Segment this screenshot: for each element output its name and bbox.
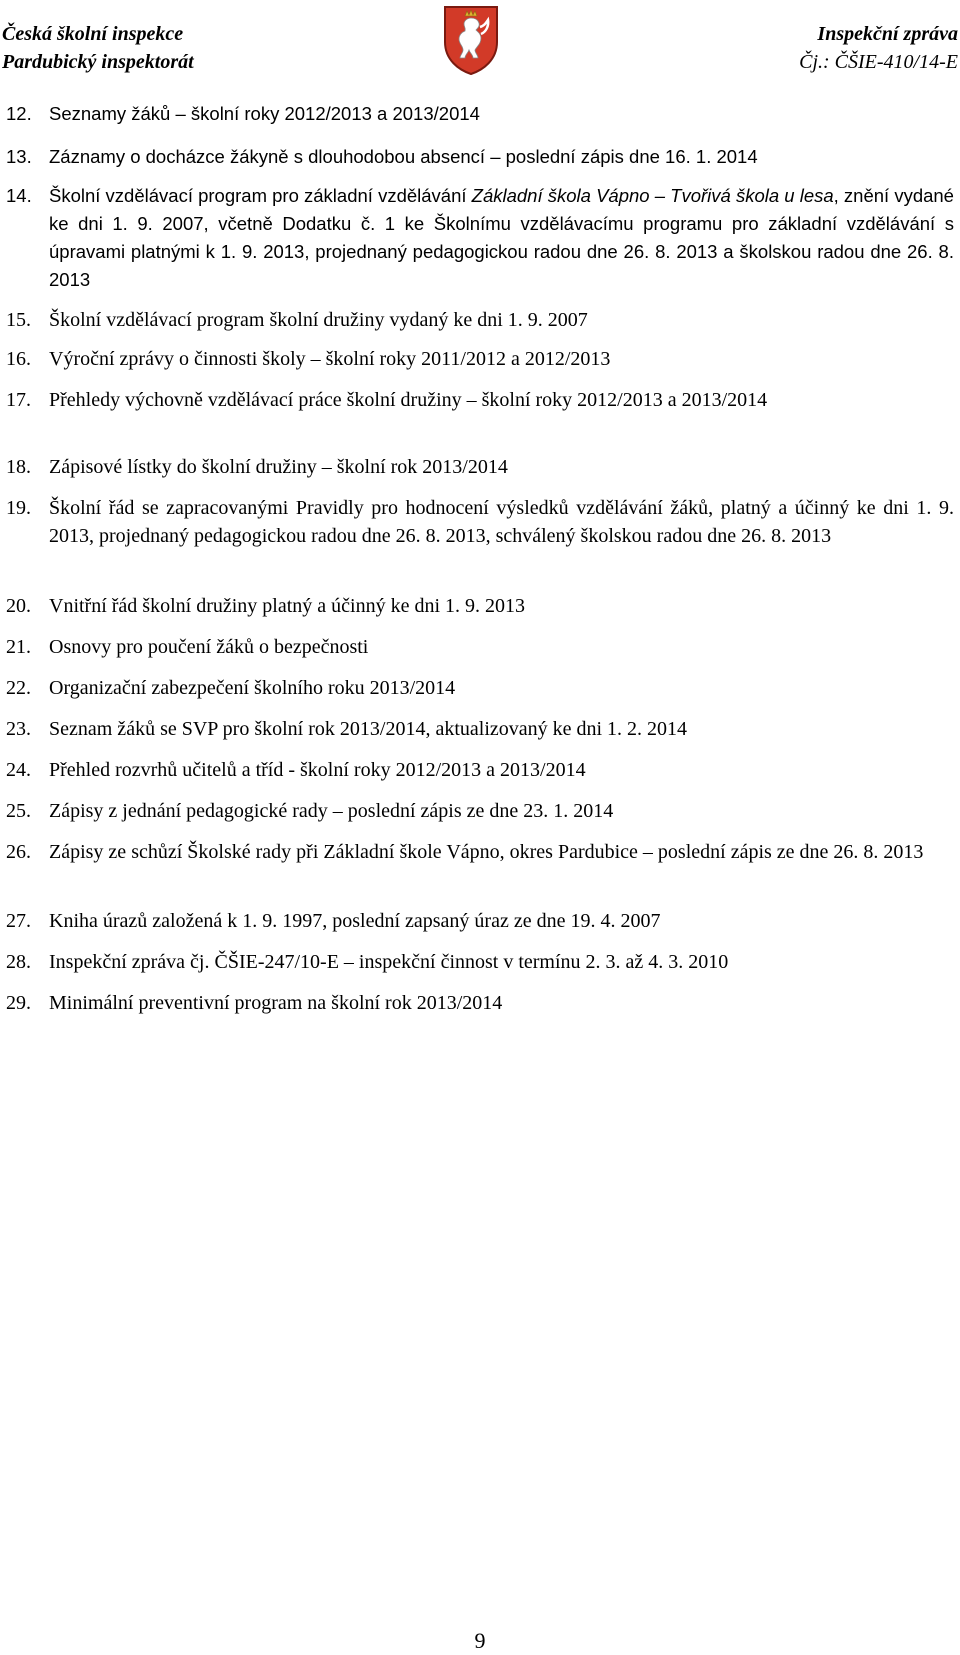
list-item [6, 797, 954, 825]
item-number: 17. [6, 389, 31, 411]
list-item [6, 838, 954, 866]
item-text: Inspekční zpráva čj. ČŠIE-247/10-E – inspekční činnost v termínu 2. 3. až 4. 3. 2010 [49, 951, 729, 973]
header-inspectorate: Pardubický inspektorát [2, 51, 194, 73]
item-number: 14. [6, 185, 32, 206]
item-number: 16. [6, 348, 31, 370]
item-text: Zápisové lístky do školní družiny – školní rok 2013/2014 [49, 456, 508, 478]
item-text: Záznamy o docházce žákyně s dlouhodobou absencí – poslední zápis dne 16. 1. 2014 [49, 146, 758, 167]
item-number: 26. [6, 841, 31, 863]
item-number: 28. [6, 951, 31, 973]
item-number: 19. [6, 497, 31, 519]
list-item [6, 494, 954, 550]
item-text: Zápisy z jednání pedagogické rady – poslední zápis ze dne 23. 1. 2014 [49, 800, 614, 822]
list-item [6, 715, 954, 743]
czech-lion-coat-of-arms-icon [441, 4, 501, 76]
list-item [6, 143, 954, 171]
item-number: 25. [6, 800, 31, 822]
list-item [6, 592, 954, 620]
item-text: Zápisy ze schůzí Školské rady při Základní škole Vápno, okres Pardubice – poslední zápis ze dne 26. 8. 2013 [49, 841, 924, 863]
item-number: 12. [6, 103, 32, 124]
item-number: 13. [6, 146, 32, 167]
item-text: Školní vzdělávací program školní družiny vydaný ke dni 1. 9. 2007 [49, 309, 588, 331]
item-text-part: , znění vydané ke dni 1. 9. 2007, včetně Dodatku č. 1 ke Školnímu vzdělávacímu programu pro základní vzdělávání s úpravami platnými k 1. 9. 2013, projednaný pedagogickou radou dne 26. 8. 2013 a školskou radou dne 26. 8. 2013 [49, 185, 954, 290]
item-text: Přehled rozvrhů učitelů a tříd - školní roky 2012/2013 a 2013/2014 [49, 759, 586, 781]
item-text-part: Školní vzdělávací program pro základní vzdělávání [49, 185, 472, 206]
item-text: Vnitřní řád školní družiny platný a účinný ke dni 1. 9. 2013 [49, 595, 526, 617]
item-text: Přehledy výchovně vzdělávací práce školní družiny – školní roky 2012/2013 a 2013/2014 [49, 389, 768, 411]
item-number: 21. [6, 636, 31, 658]
item-text: Minimální preventivní program na školní rok 2013/2014 [49, 992, 503, 1014]
header-report-title: Inspekční zpráva [817, 23, 958, 45]
item-text: Osnovy pro poučení žáků o bezpečnosti [49, 636, 369, 658]
item-number: 20. [6, 595, 31, 617]
item-text: Organizační zabezpečení školního roku 2013/2014 [49, 677, 456, 699]
list-item [6, 989, 954, 1017]
list-item [6, 674, 954, 702]
item-number: 23. [6, 718, 31, 740]
item-number: 27. [6, 910, 31, 932]
list-item [6, 306, 954, 334]
item-text: Výroční zprávy o činnosti školy – školní roky 2011/2012 a 2012/2013 [49, 348, 611, 370]
page-number: 9 [474, 1628, 486, 1653]
item-number: 24. [6, 759, 31, 781]
list-item [6, 345, 954, 373]
item-text: Školní řád se zapracovanými Pravidly pro hodnocení výsledků vzdělávání žáků, platný a účinný ke dni 1. 9. 2013, projednaný pedagogickou radou dne 26. 8. 2013, schválený školskou radou dne 26. 8. 2013 [49, 497, 954, 547]
list-item [6, 453, 954, 481]
list-item [6, 756, 954, 784]
header-institution: Česká školní inspekce [2, 23, 184, 45]
list-item [6, 182, 954, 294]
item-number: 15. [6, 309, 31, 331]
program-name: Základní škola Vápno – Tvořivá škola u lesa [471, 185, 834, 206]
list-item [6, 386, 954, 414]
list-item [6, 100, 954, 128]
item-text: Seznam žáků se SVP pro školní rok 2013/2014, aktualizovaný ke dni 1. 2. 2014 [49, 718, 688, 740]
item-number: 29. [6, 992, 31, 1014]
header-reference-number: Čj.: ČŠIE-410/14-E [799, 51, 958, 73]
list-item [6, 633, 954, 661]
list-item [6, 948, 954, 976]
item-text [49, 182, 954, 294]
item-number: 18. [6, 456, 31, 478]
item-text: Seznamy žáků – školní roky 2012/2013 a 2013/2014 [49, 103, 480, 124]
page-header [0, 0, 960, 90]
item-text: Kniha úrazů založená k 1. 9. 1997, poslední zapsaný úraz ze dne 19. 4. 2007 [49, 910, 661, 932]
item-number: 22. [6, 677, 31, 699]
list-item [6, 907, 954, 935]
